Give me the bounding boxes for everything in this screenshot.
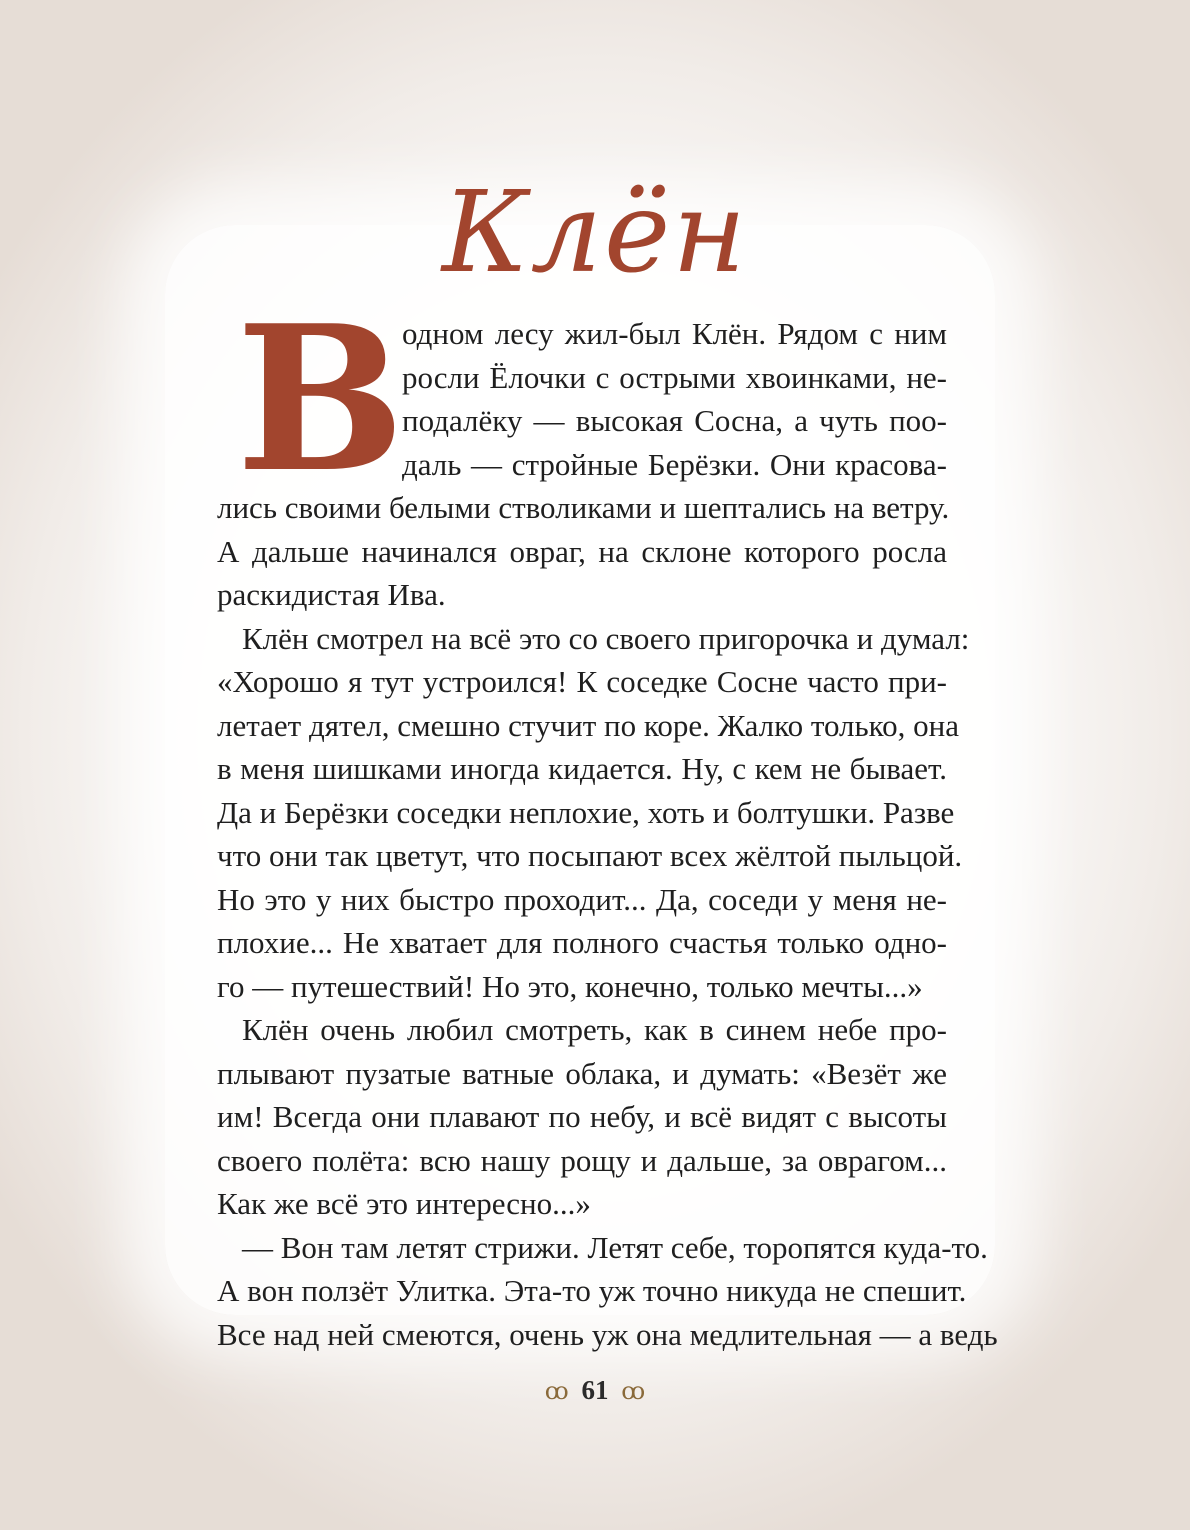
drop-cap-letter: В: [236, 282, 406, 517]
text-line: раскидистая Ива.: [217, 577, 446, 612]
text-line: Да и Берёзки соседки неплохие, хоть и болтушки. Разве: [217, 794, 955, 830]
text-line: плохие... Не хватает для полного счастья только одно-: [217, 925, 947, 960]
page-number: 61: [581, 1375, 609, 1405]
text-line: Но это у них быстро проходит... Да, соседи у меня не-: [217, 881, 947, 917]
page-footer: [0, 1375, 1190, 1406]
text-line: одном лесу жил-был Клён. Рядом с ним: [402, 316, 947, 351]
text-line: А вон ползёт Улитка. Эта-то уж точно никуда не спешит.: [217, 1273, 967, 1308]
text-line: росли Ёлочки с острыми хвоинками, не-: [402, 359, 947, 395]
text-line: в меня шишками иногда кидается. Ну, с кем не бывает.: [217, 751, 947, 786]
text-line: А дальше начинался овраг, на склоне которого росла: [217, 533, 947, 569]
text-line: лись своими белыми стволиками и шептались на ветру.: [217, 490, 950, 525]
text-line: летает дятел, смешно стучит по коре. Жалко только, она: [217, 707, 960, 743]
ornament-right-icon: ꝏ: [621, 1379, 646, 1405]
text-line: Как же всё это интересно...»: [217, 1186, 591, 1221]
text-line: подалёку — высокая Сосна, а чуть поо-: [402, 403, 947, 438]
text-line: своего полёта: всю нашу рощу и дальше, за оврагом...: [217, 1142, 947, 1178]
text-line: «Хорошо я тут устроился! К соседке Сосне часто при-: [217, 664, 947, 699]
ornament-left-icon: ꝏ: [544, 1379, 569, 1405]
text-line: даль — стройные Берёзки. Они красова-: [402, 446, 947, 482]
chapter-title: Клён: [441, 168, 749, 298]
text-line: что они так цветут, что посыпают всех жёлтой пыльцой.: [217, 838, 963, 873]
text-line: Все над ней смеются, очень уж она медлительная — а ведь: [217, 1316, 998, 1352]
text-line: Клён смотрел на всё это со своего пригорочка и думал:: [242, 620, 970, 656]
text-line: Клён очень любил смотреть, как в синем небе про-: [242, 1012, 947, 1047]
text-line: им! Всегда они плавают по небу, и всё видят с высоты: [217, 1099, 947, 1134]
text-line: — Вон там летят стрижи. Летят себе, торопятся куда-то.: [242, 1229, 988, 1265]
text-line: плывают пузатые ватные облака, и думать: «Везёт же: [217, 1055, 947, 1091]
text-line: го — путешествий! Но это, конечно, только мечты...»: [217, 968, 923, 1004]
body-text: [217, 312, 998, 1356]
